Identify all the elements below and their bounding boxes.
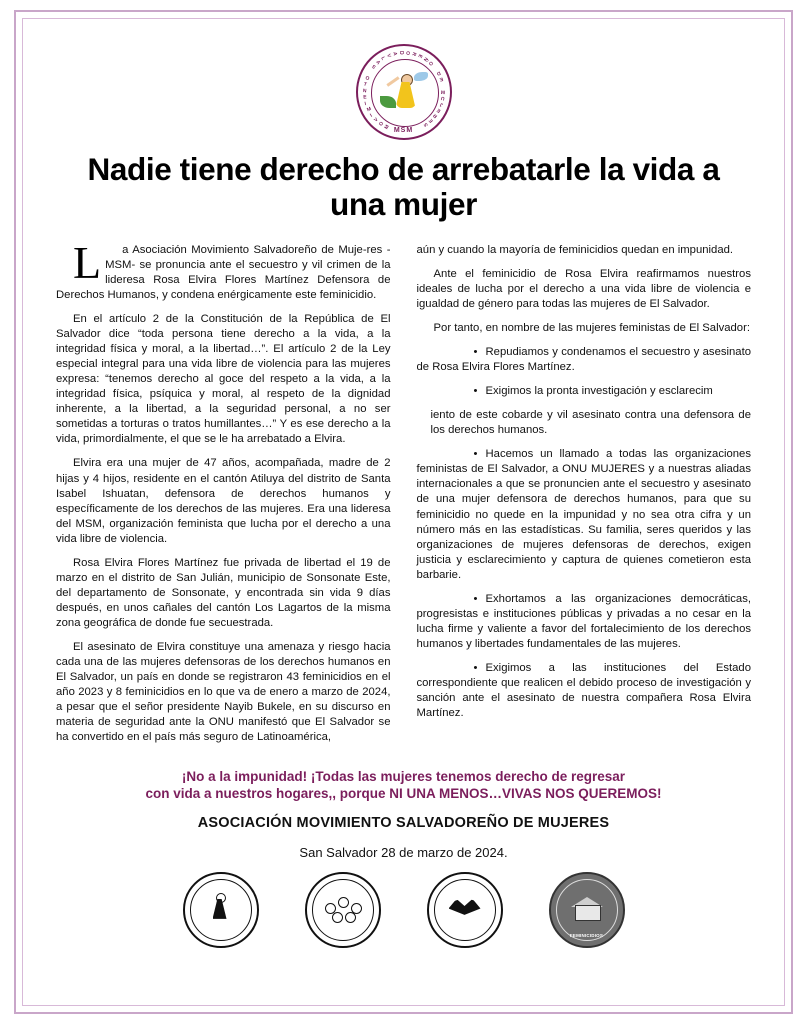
figure-body <box>213 899 227 919</box>
date-line: San Salvador 28 de marzo de 2024. <box>299 844 508 860</box>
document-content <box>14 14 793 958</box>
demand-item-1 <box>417 345 752 375</box>
paragraph-statistics: El asesinato de Elvira constituye una amenaza y riesgo hacia cada una de las mujeres defensoras de los derechos humanos en El Salvador, un país en donde se registraron 43 feminicidios en el año 2023 y 8 feminicidios en lo que va de enero a marzo de 2024, a pesar que el señor presidente Nayib Bukele, en su discurso en materia de seguridad ante la ONU manifestó que El Salvador se ha convertido en el país más seguro de Latinoamérica, <box>56 640 391 743</box>
circle-shape <box>332 912 343 923</box>
seal-feminicidios-icon <box>549 872 625 948</box>
figure-body <box>396 82 416 108</box>
page-title: Nadie tiene derecho de arrebatarle la vida a una mujer <box>87 151 720 222</box>
leaf-icon <box>380 96 396 108</box>
demand-item-5 <box>417 661 752 721</box>
slogan <box>56 768 751 803</box>
dove-icon <box>414 72 428 81</box>
logo-inner-circle <box>371 59 439 127</box>
msm-logo-icon <box>356 44 452 140</box>
demand-text: Exigimos la pronta investigación y esclarecim <box>485 385 713 398</box>
footer-seals <box>56 872 751 948</box>
demand-text: Exhortamos a las organizaciones democráticas, progresistas e instituciones públicas y privadas a no cesar en la lucha firme y valiente a favor del fortalecimiento de los derechos humanos y libertades fundamentales de las mujeres. <box>416 592 751 650</box>
right-column <box>417 243 752 753</box>
seal-art <box>323 893 363 927</box>
logo-ring-text: M O V I M I E N T O S A L V A D O R E Ñ O D E M U J E R E S <box>362 50 445 131</box>
figure-arm <box>386 76 399 86</box>
demand-item-2 <box>417 384 752 399</box>
bullet-icon: • <box>473 448 478 461</box>
closing-block <box>56 768 751 948</box>
paragraph-abduction: Rosa Elvira Flores Martínez fue privada de libertad el 19 de marzo en el distrito de San Julián, municipio de Sonsonate Este, del departamento de Sonsonate, y encontrada sin vida 9 días después, en unos cañales del cantón Los Lagartos de la misma zona geográfica de donde fue secuestrada. <box>56 556 391 629</box>
seal-art <box>445 893 485 927</box>
demand-text: Hacemos un llamado a todas las organizaciones feministas de El Salvador, a ONU MUJERES y a nuestras aliadas internacionales a que se pronuncien ante el secuestro y asesinato de una mujer defensora de derechos humanos, para que su feminicidio no quede en la impunidad y no sea otra cifra y un número más en las estadísticas. Su familia, seres queridos y las organizaciones de mujeres defensoras de derechos, exigen justicia y esclarecimiento y captura de quienes cometieron esta barbarie. <box>416 448 751 581</box>
circle-shape <box>338 897 349 908</box>
logo-container <box>56 44 751 140</box>
organization-name: ASOCIACIÓN MOVIMIENTO SALVADOREÑO DE MUJERES <box>197 814 610 831</box>
article-columns <box>56 237 751 753</box>
seal-art <box>567 893 607 927</box>
paragraph-text: a Asociación Movimiento Salvadoreño de Muje-res -MSM- se pronuncia ante el secuestro y vil crimen de la lideresa Rosa Elvira Flores Martínez Defensora de Derechos Humanos, y condena enérgicamente este feminicidio. <box>56 244 391 302</box>
seal-red-mujeres-icon <box>305 872 381 948</box>
slogan-line-2: con vida a nuestros hogares,, porque NI UNA MENOS…VIVAS NOS QUEREMOS! <box>145 786 662 802</box>
paragraph-elvira-bio: Elvira era una mujer de 47 años, acompañada, madre de 2 hijas y 4 hijos, residente en el cantón Atiluya del distrito de Santa Isabel Ishuatan, defensora de derechos humanos y específicamente de los derechos de las mujeres. Era una lideresa del MSM, organización feminista que lucha por el derecho a una vida libre de violencia. <box>56 457 391 545</box>
demand-text: Exigimos a las instituciones del Estado correspondiente que realicen el debido proceso de investigación y sanción ante el asesinato de nuestra compañera Rosa Elvira Martínez. <box>416 661 751 719</box>
drop-cap: L <box>73 237 102 289</box>
left-column <box>56 237 391 753</box>
house-shape <box>575 905 601 921</box>
bullet-icon: • <box>473 661 478 674</box>
demand-item-2-continuation: iento de este cobarde y vil asesinato contra una defensora de los derechos humanos. <box>430 409 751 437</box>
bird-icon <box>449 899 481 915</box>
paragraph-constitution: En el artículo 2 de la Constitución de la República de El Salvador dice “toda persona tiene derecho a la vida, a la integridad física y moral, a la libertad…”. El artículo 2 de la Ley especial integral para una vida libre de violencia para las mujeres expresa: “tenemos derecho al goce del respeto a la vida, a la integridad física, psíquica y moral, al respeto de la dignidad inherente, a la libertad, a la seguridad personal, a no ser sometidas a torturas o tratos humillantes…” Y es ese derecho a la vida, primordialmente, el que se le ha arrebatado a Elvira. <box>56 313 391 446</box>
bullet-icon: • <box>473 346 478 359</box>
paragraph-intro <box>56 237 391 303</box>
paragraph-impunity: aún y cuando la mayoría de feminicidios quedan en impunidad. <box>416 244 734 257</box>
paragraph-por-tanto: Por tanto, en nombre de las mujeres feministas de El Salvador: <box>433 322 750 335</box>
seal-art <box>201 893 241 927</box>
seal-bird-icon <box>427 872 503 948</box>
seal-label: FEMINICIDIOS <box>569 932 604 938</box>
bullet-icon: • <box>473 385 478 398</box>
seal-msm-icon <box>183 872 259 948</box>
demand-item-3 <box>417 447 752 582</box>
circle-shape <box>345 912 356 923</box>
slogan-line-1: ¡No a la impunidad! ¡Todas las mujeres tenemos derecho de regresar <box>181 768 626 784</box>
logo-acronym: MSM <box>393 127 414 134</box>
demand-item-4 <box>417 592 752 652</box>
bullet-icon: • <box>473 592 478 605</box>
paragraph-ideals: Ante el feminicidio de Rosa Elvira reafirmamos nuestros ideales de lucha por el derecho a una vida libre de violencia e igualdad de género para todas las mujeres de El Salvador. <box>416 268 751 311</box>
demand-text: Repudiamos y condenamos el secuestro y asesinato de Rosa Elvira Flores Martínez. <box>416 346 751 374</box>
